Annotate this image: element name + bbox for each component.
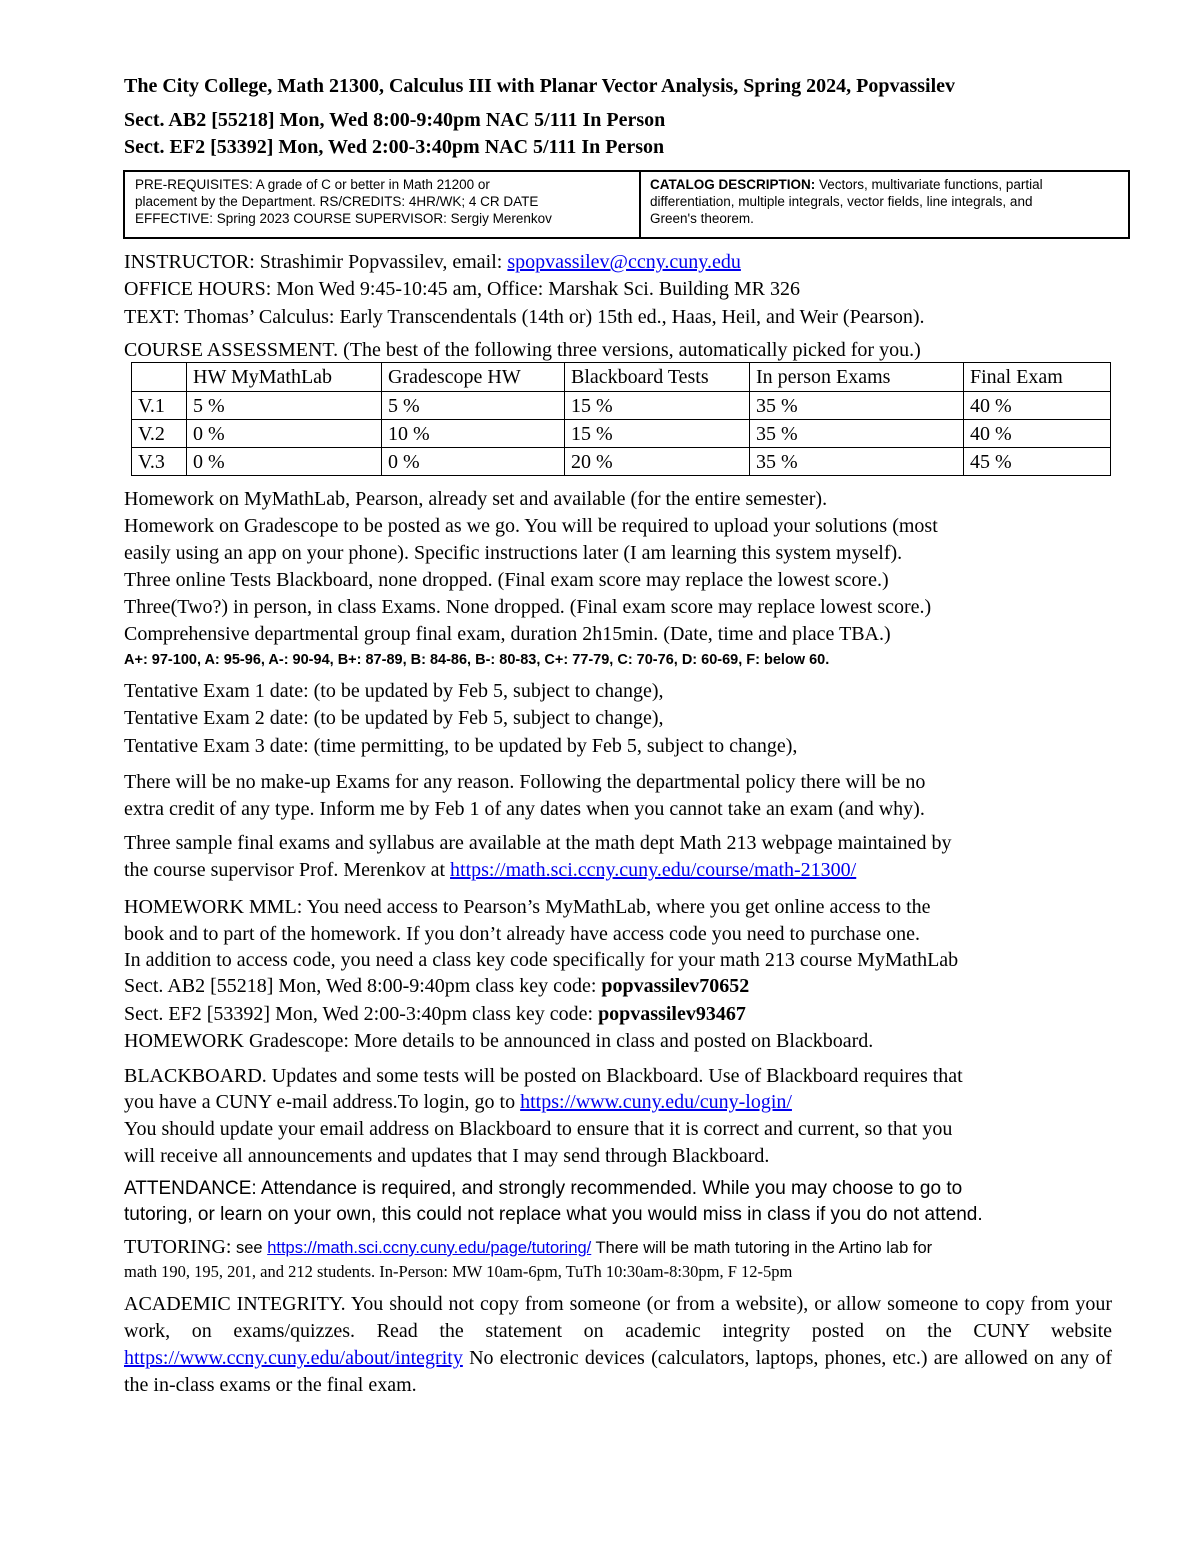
tutoring-text: There will be math tutoring in the Artino lab for bbox=[591, 1239, 933, 1257]
class-key-line-ab2 bbox=[124, 974, 749, 998]
prerequisites-line: EFFECTIVE: Spring 2023 COURSE SUPERVISOR: Sergiy Merenkov bbox=[135, 211, 552, 226]
table-cell: 0 % bbox=[187, 448, 382, 476]
makeup-policy-line: There will be no make-up Exams for any reason. Following the departmental policy there will be no bbox=[124, 771, 926, 793]
homework-mml-line: HOMEWORK MML: You need access to Pearson’s MyMathLab, where you get online access to the bbox=[124, 896, 931, 918]
academic-integrity-text: ACADEMIC INTEGRITY. You should not copy from someone (or from a website), or allow someone to copy from your work, on exams/quizzes. Read the statement on academic integrity posted on the CUNY website bbox=[124, 1293, 1112, 1342]
homework-line: Three online Tests Blackboard, none dropped. (Final exam score may replace the lowest score.) bbox=[124, 569, 889, 591]
table-cell: V.3 bbox=[132, 448, 187, 476]
table-cell: 10 % bbox=[382, 420, 565, 448]
class-key-label: Sect. EF2 [53392] Mon, Wed 2:00-3:40pm class key code: bbox=[124, 1003, 599, 1025]
course-page-link[interactable]: https://math.sci.ccny.cuny.edu/course/math-21300/ bbox=[450, 859, 857, 881]
table-cell: V.1 bbox=[132, 392, 187, 420]
exam-date-line: Tentative Exam 3 date: (time permitting, to be updated by Feb 5, subject to change), bbox=[124, 735, 798, 757]
table-cell: 15 % bbox=[565, 420, 750, 448]
catalog-description-label: CATALOG DESCRIPTION: bbox=[650, 177, 816, 192]
blackboard-line bbox=[124, 1090, 792, 1114]
table-cell: 35 % bbox=[750, 420, 964, 448]
tutoring-text: see bbox=[231, 1239, 268, 1257]
table-row bbox=[132, 448, 1111, 476]
sample-exams-line bbox=[124, 858, 856, 882]
class-key-line-ef2 bbox=[124, 1002, 746, 1026]
table-header-row bbox=[132, 363, 1111, 392]
instructor-email-link[interactable]: spopvassilev@ccny.cuny.edu bbox=[507, 251, 741, 273]
table-cell: 45 % bbox=[964, 448, 1111, 476]
prerequisites-line: PRE-REQUISITES: A grade of C or better in Math 21200 or bbox=[135, 177, 490, 192]
exam-date-line: Tentative Exam 1 date: (to be updated by Feb 5, subject to change), bbox=[124, 680, 664, 702]
instructor-label: INSTRUCTOR: Strashimir Popvassilev, email: bbox=[124, 251, 508, 273]
makeup-policy-line: extra credit of any type. Inform me by Feb 1 of any dates when you cannot take an exam (and why). bbox=[124, 798, 925, 820]
sample-exams-text: the course supervisor Prof. Merenkov at bbox=[124, 859, 451, 881]
catalog-description-text: Green's theorem. bbox=[650, 211, 754, 226]
exam-date-line: Tentative Exam 2 date: (to be updated by Feb 5, subject to change), bbox=[124, 707, 664, 729]
page-title: The City College, Math 21300, Calculus III with Planar Vector Analysis, Spring 2024, Popvassilev bbox=[124, 75, 955, 97]
sample-exams-line: Three sample final exams and syllabus are available at the math dept Math 213 webpage maintained by bbox=[124, 832, 952, 854]
assessment-intro: COURSE ASSESSMENT. (The best of the following three versions, automatically picked for you.) bbox=[124, 339, 921, 361]
table-cell: 40 % bbox=[964, 420, 1111, 448]
homework-mml-line: book and to part of the homework. If you don’t already have access code you need to purchase one. bbox=[124, 923, 921, 945]
homework-line: easily using an app on your phone). Specific instructions later (I am learning this system myself). bbox=[124, 542, 903, 564]
table-cell: 15 % bbox=[565, 392, 750, 420]
catalog-description-cell bbox=[641, 172, 1128, 237]
attendance-line: tutoring, or learn on your own, this could not replace what you would miss in class if you do not attend. bbox=[124, 1204, 983, 1225]
table-row bbox=[132, 420, 1111, 448]
instructor-line bbox=[124, 250, 741, 274]
attendance-line: ATTENDANCE: Attendance is required, and strongly recommended. While you may choose to go to bbox=[124, 1178, 963, 1199]
table-cell: 35 % bbox=[750, 392, 964, 420]
prerequisites-line: placement by the Department. RS/CREDITS: 4HR/WK; 4 CR DATE bbox=[135, 194, 539, 209]
table-cell: 0 % bbox=[187, 420, 382, 448]
catalog-description-text: Vectors, multivariate functions, partial bbox=[815, 177, 1043, 192]
tutoring-link[interactable]: https://math.sci.ccny.cuny.edu/page/tutoring/ bbox=[267, 1239, 592, 1257]
table-header-cell: HW MyMathLab bbox=[187, 363, 382, 392]
class-key-code: popvassilev70652 bbox=[601, 975, 750, 997]
table-header-cell: Final Exam bbox=[964, 363, 1111, 392]
office-hours: OFFICE HOURS: Mon Wed 9:45-10:45 am, Office: Marshak Sci. Building MR 326 bbox=[124, 278, 800, 300]
prerequisites-box bbox=[123, 170, 1130, 239]
tutoring-hours: math 190, 195, 201, and 212 students. In-Person: MW 10am-6pm, TuTh 10:30am-8:30pm, F 12-5pm bbox=[124, 1262, 793, 1281]
table-header-cell bbox=[132, 363, 187, 392]
tutoring-line bbox=[124, 1236, 932, 1259]
cuny-login-link[interactable]: https://www.cuny.edu/cuny-login/ bbox=[520, 1091, 792, 1113]
homework-line: Homework on Gradescope to be posted as we go. You will be required to upload your solutions (most bbox=[124, 515, 938, 537]
academic-integrity bbox=[124, 1291, 1112, 1399]
table-cell: 5 % bbox=[187, 392, 382, 420]
integrity-link[interactable]: https://www.ccny.cuny.edu/about/integrity bbox=[124, 1347, 463, 1369]
class-key-code: popvassilev93467 bbox=[598, 1003, 746, 1025]
catalog-description-text: differentiation, multiple integrals, vector fields, line integrals, and bbox=[650, 194, 1033, 209]
assessment-table bbox=[131, 362, 1111, 476]
textbook: TEXT: Thomas’ Calculus: Early Transcendentals (14th or) 15th ed., Haas, Heil, and Weir (Pearson). bbox=[124, 306, 925, 328]
blackboard-text: you have a CUNY e-mail address.To login, go to bbox=[124, 1091, 521, 1113]
homework-line: Three(Two?) in person, in class Exams. None dropped. (Final exam score may replace lowest score.) bbox=[124, 596, 932, 618]
table-header-cell: Blackboard Tests bbox=[565, 363, 750, 392]
blackboard-line: BLACKBOARD. Updates and some tests will be posted on Blackboard. Use of Blackboard requires that bbox=[124, 1065, 963, 1087]
table-cell: 35 % bbox=[750, 448, 964, 476]
homework-gradescope-line: HOMEWORK Gradescope: More details to be announced in class and posted on Blackboard. bbox=[124, 1030, 874, 1052]
homework-mml-line: In addition to access code, you need a class key code specifically for your math 213 course MyMathLab bbox=[124, 949, 959, 971]
section-ef2-heading: Sect. EF2 [53392] Mon, Wed 2:00-3:40pm NAC 5/111 In Person bbox=[124, 136, 665, 158]
table-header-cell: In person Exams bbox=[750, 363, 964, 392]
table-cell: 40 % bbox=[964, 392, 1111, 420]
homework-line: Homework on MyMathLab, Pearson, already set and available (for the entire semester). bbox=[124, 488, 828, 510]
homework-line: Comprehensive departmental group final exam, duration 2h15min. (Date, time and place TBA.) bbox=[124, 623, 891, 645]
table-cell: 0 % bbox=[382, 448, 565, 476]
blackboard-line: will receive all announcements and updates that I may send through Blackboard. bbox=[124, 1145, 770, 1167]
class-key-label: Sect. AB2 [55218] Mon, Wed 8:00-9:40pm class key code: bbox=[124, 975, 602, 997]
tutoring-label: TUTORING: bbox=[124, 1236, 232, 1258]
section-ab2-heading: Sect. AB2 [55218] Mon, Wed 8:00-9:40pm NAC 5/111 In Person bbox=[124, 109, 666, 131]
prerequisites-cell bbox=[125, 172, 641, 237]
table-header-cell: Gradescope HW bbox=[382, 363, 565, 392]
table-row bbox=[132, 392, 1111, 420]
table-cell: V.2 bbox=[132, 420, 187, 448]
blackboard-line: You should update your email address on Blackboard to ensure that it is correct and current, so that you bbox=[124, 1118, 953, 1140]
academic-integrity-text: No electronic devices (calculators, laptops, phones, etc.) are allowed on any of the in-class exams or the final exam. bbox=[124, 1347, 1112, 1396]
grade-scale: A+: 97-100, A: 95-96, A-: 90-94, B+: 87-89, B: 84-86, B-: 80-83, C+: 77-79, C: 70-76, D: 60-69, F: below 60. bbox=[124, 652, 830, 668]
table-cell: 5 % bbox=[382, 392, 565, 420]
table-cell: 20 % bbox=[565, 448, 750, 476]
